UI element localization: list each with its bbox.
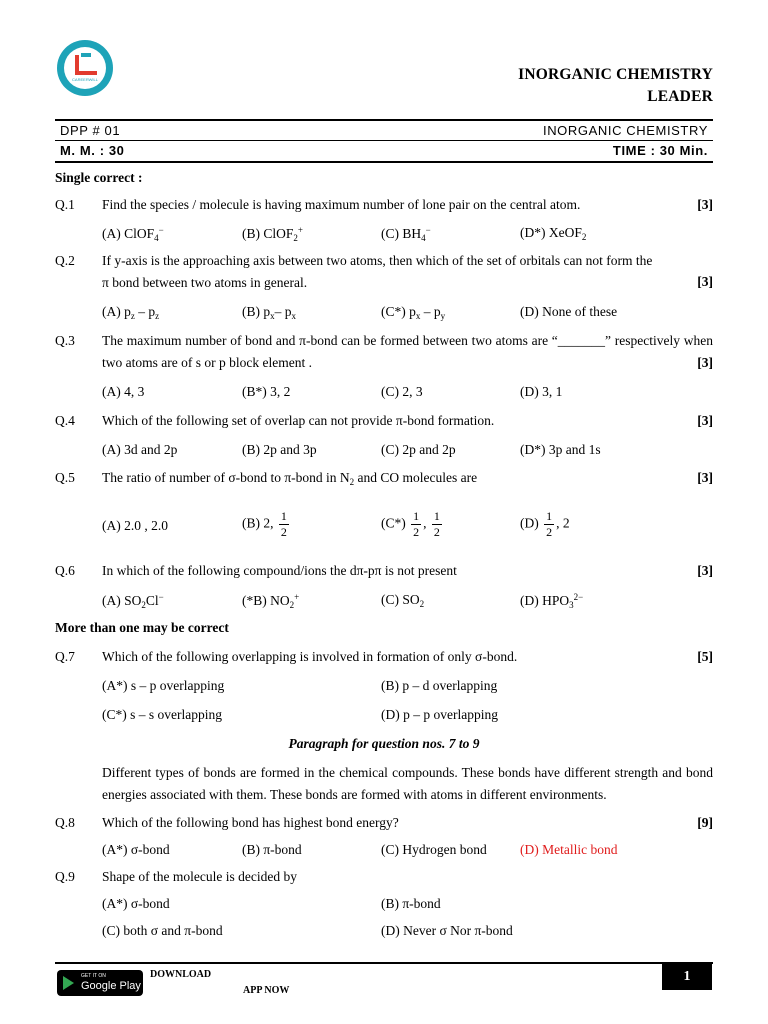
q6-option-a: (A) $SO_2Cl^-$	[102, 592, 164, 610]
download-label: DOWNLOAD	[150, 969, 212, 980]
q3-option-a: (A) 4, 3	[102, 384, 145, 399]
q7-option-d: (D) p – p overlapping	[381, 707, 498, 722]
logo-mark-icon	[75, 55, 97, 75]
q1-option-c: (C) $BH_4^-$	[381, 225, 431, 243]
q8-marks: [9]	[697, 815, 713, 830]
q4-option-a: (A) 3d and 2p	[102, 442, 178, 457]
q7-text: Which of the following overlapping is involved in formation of only σ-bond.	[102, 649, 518, 664]
document-title: INORGANIC CHEMISTRY LEADER	[518, 66, 713, 105]
q8-option-c: (C) Hydrogen bond	[381, 842, 487, 857]
q2-option-c: (C*) $p_x - p_y$	[381, 304, 446, 321]
q2-option-d: (D) None of these	[520, 304, 618, 319]
q3-marks: [3]	[697, 355, 713, 370]
q8-number: Q.8	[55, 815, 75, 830]
max-marks: M. M. : 30	[60, 143, 125, 158]
footer-divider	[55, 962, 713, 964]
q2-marks: [3]	[697, 274, 713, 289]
q1-option-a: (A) ClOF$_4$−	[102, 225, 164, 243]
q6-number: Q.6	[55, 563, 75, 578]
q1-option-b: (B) ClOF$_2$+	[242, 225, 303, 243]
q6-option-c: (C) $SO_2$	[381, 592, 425, 609]
q9-option-d: (D) Never σ Nor π-bond	[381, 923, 513, 938]
q6-option-d: (D) $HPO_3^{2-}$	[520, 592, 584, 610]
q5-option-a: (A) 2.0 , 2.0	[102, 518, 168, 533]
q2-option-b: (B) $p_x-$ $p_x$	[242, 304, 296, 321]
q1-text: Find the species / molecule is having maximum number of lone pair on the central atom.	[102, 197, 581, 212]
q7-number: Q.7	[55, 649, 75, 664]
google-play-badge[interactable]: GET IT ON Google Play	[57, 970, 143, 996]
q6-text: In which of the following compound/ions the dπ-pπ is not present	[102, 563, 457, 578]
q8-option-b: (B) π-bond	[242, 842, 302, 857]
q3-text: The maximum number of bond and π-bond can be formed between two atoms are “_______” respectively when two atoms are of s or p block element .	[102, 333, 713, 370]
q4-text: Which of the following set of overlap can not provide π-bond formation.	[102, 413, 495, 428]
careerwill-logo: CAREERWILL	[57, 40, 113, 96]
q2-number: Q.2	[55, 253, 75, 268]
q4-option-d: (D*) 3p and 1s	[520, 442, 601, 457]
q5-option-c: (C*) $\frac{1}{2}$ , $\frac{1}{2}$	[381, 509, 440, 539]
subject-label: INORGANIC CHEMISTRY	[542, 123, 708, 138]
q6-marks: [3]	[697, 563, 713, 578]
q7-option-c: (C*) s – s overlapping	[102, 707, 222, 722]
section-single-correct: Single correct :	[55, 170, 143, 185]
q5-marks: [3]	[697, 470, 713, 485]
google-play-icon	[63, 976, 74, 990]
q6-option-b: (*B) $NO_2^+$	[242, 592, 300, 610]
q2-option-a: (A) $p_z - p_z$	[102, 304, 160, 321]
q3-option-c: (C) 2, 3	[381, 384, 423, 399]
dpp-number: DPP # 01	[60, 123, 121, 138]
q7-option-a: (A*) s – p overlapping	[102, 678, 225, 693]
q1-number: Q.1	[55, 197, 75, 212]
q7-option-b: (B) p – d overlapping	[381, 678, 498, 693]
q9-text: Shape of the molecule is decided by	[102, 869, 297, 884]
q3-number: Q.3	[55, 333, 75, 348]
q3-option-b: (B*) 3, 2	[242, 384, 291, 399]
q3-option-d: (D) 3, 1	[520, 384, 563, 399]
q5-option-d: (D) $\frac{1}{2}$ , 2	[520, 509, 570, 539]
q8-option-d: (D) Metallic bond	[520, 842, 618, 857]
paragraph-text: Different types of bonds are formed in the chemical compounds. These bonds have different strength and bond energies associated with them. These bonds are formed with atoms in different environments.	[102, 765, 713, 802]
q8-text: Which of the following bond has highest bond energy?	[102, 815, 399, 830]
q8-option-a: (A*) σ-bond	[102, 842, 170, 857]
q9-option-b: (B) π-bond	[381, 896, 441, 911]
paragraph-title: Paragraph for question nos. 7 to 9	[288, 736, 480, 751]
q5-text: The ratio of number of σ-bond to π-bond in $N_2$ and CO molecules are	[102, 470, 478, 487]
q4-option-c: (C) 2p and 2p	[381, 442, 456, 457]
q9-number: Q.9	[55, 869, 75, 884]
q5-number: Q.5	[55, 470, 75, 485]
q9-option-c: (C) both σ and π-bond	[102, 923, 223, 938]
app-now-label: APP NOW	[243, 985, 290, 996]
q2-text: If y-axis is the approaching axis between two atoms, then which of the set of orbitals can not form the π bond between two atoms in general.	[102, 253, 653, 290]
q9-option-a: (A*) σ-bond	[102, 896, 170, 911]
q4-marks: [3]	[697, 413, 713, 428]
q7-marks: [5]	[697, 649, 713, 664]
q5-option-b: (B) 2, $\frac{1}{2}$	[242, 509, 287, 539]
divider	[55, 119, 713, 121]
q4-number: Q.4	[55, 413, 75, 428]
q4-option-b: (B) 2p and 3p	[242, 442, 317, 457]
page-number: 1	[662, 964, 712, 990]
time-limit: TIME : 30 Min.	[612, 143, 708, 158]
q1-marks: [3]	[697, 197, 713, 212]
q1-option-d: (D*) XeOF$_2$	[520, 225, 587, 242]
section-multi-correct: More than one may be correct	[55, 620, 229, 635]
